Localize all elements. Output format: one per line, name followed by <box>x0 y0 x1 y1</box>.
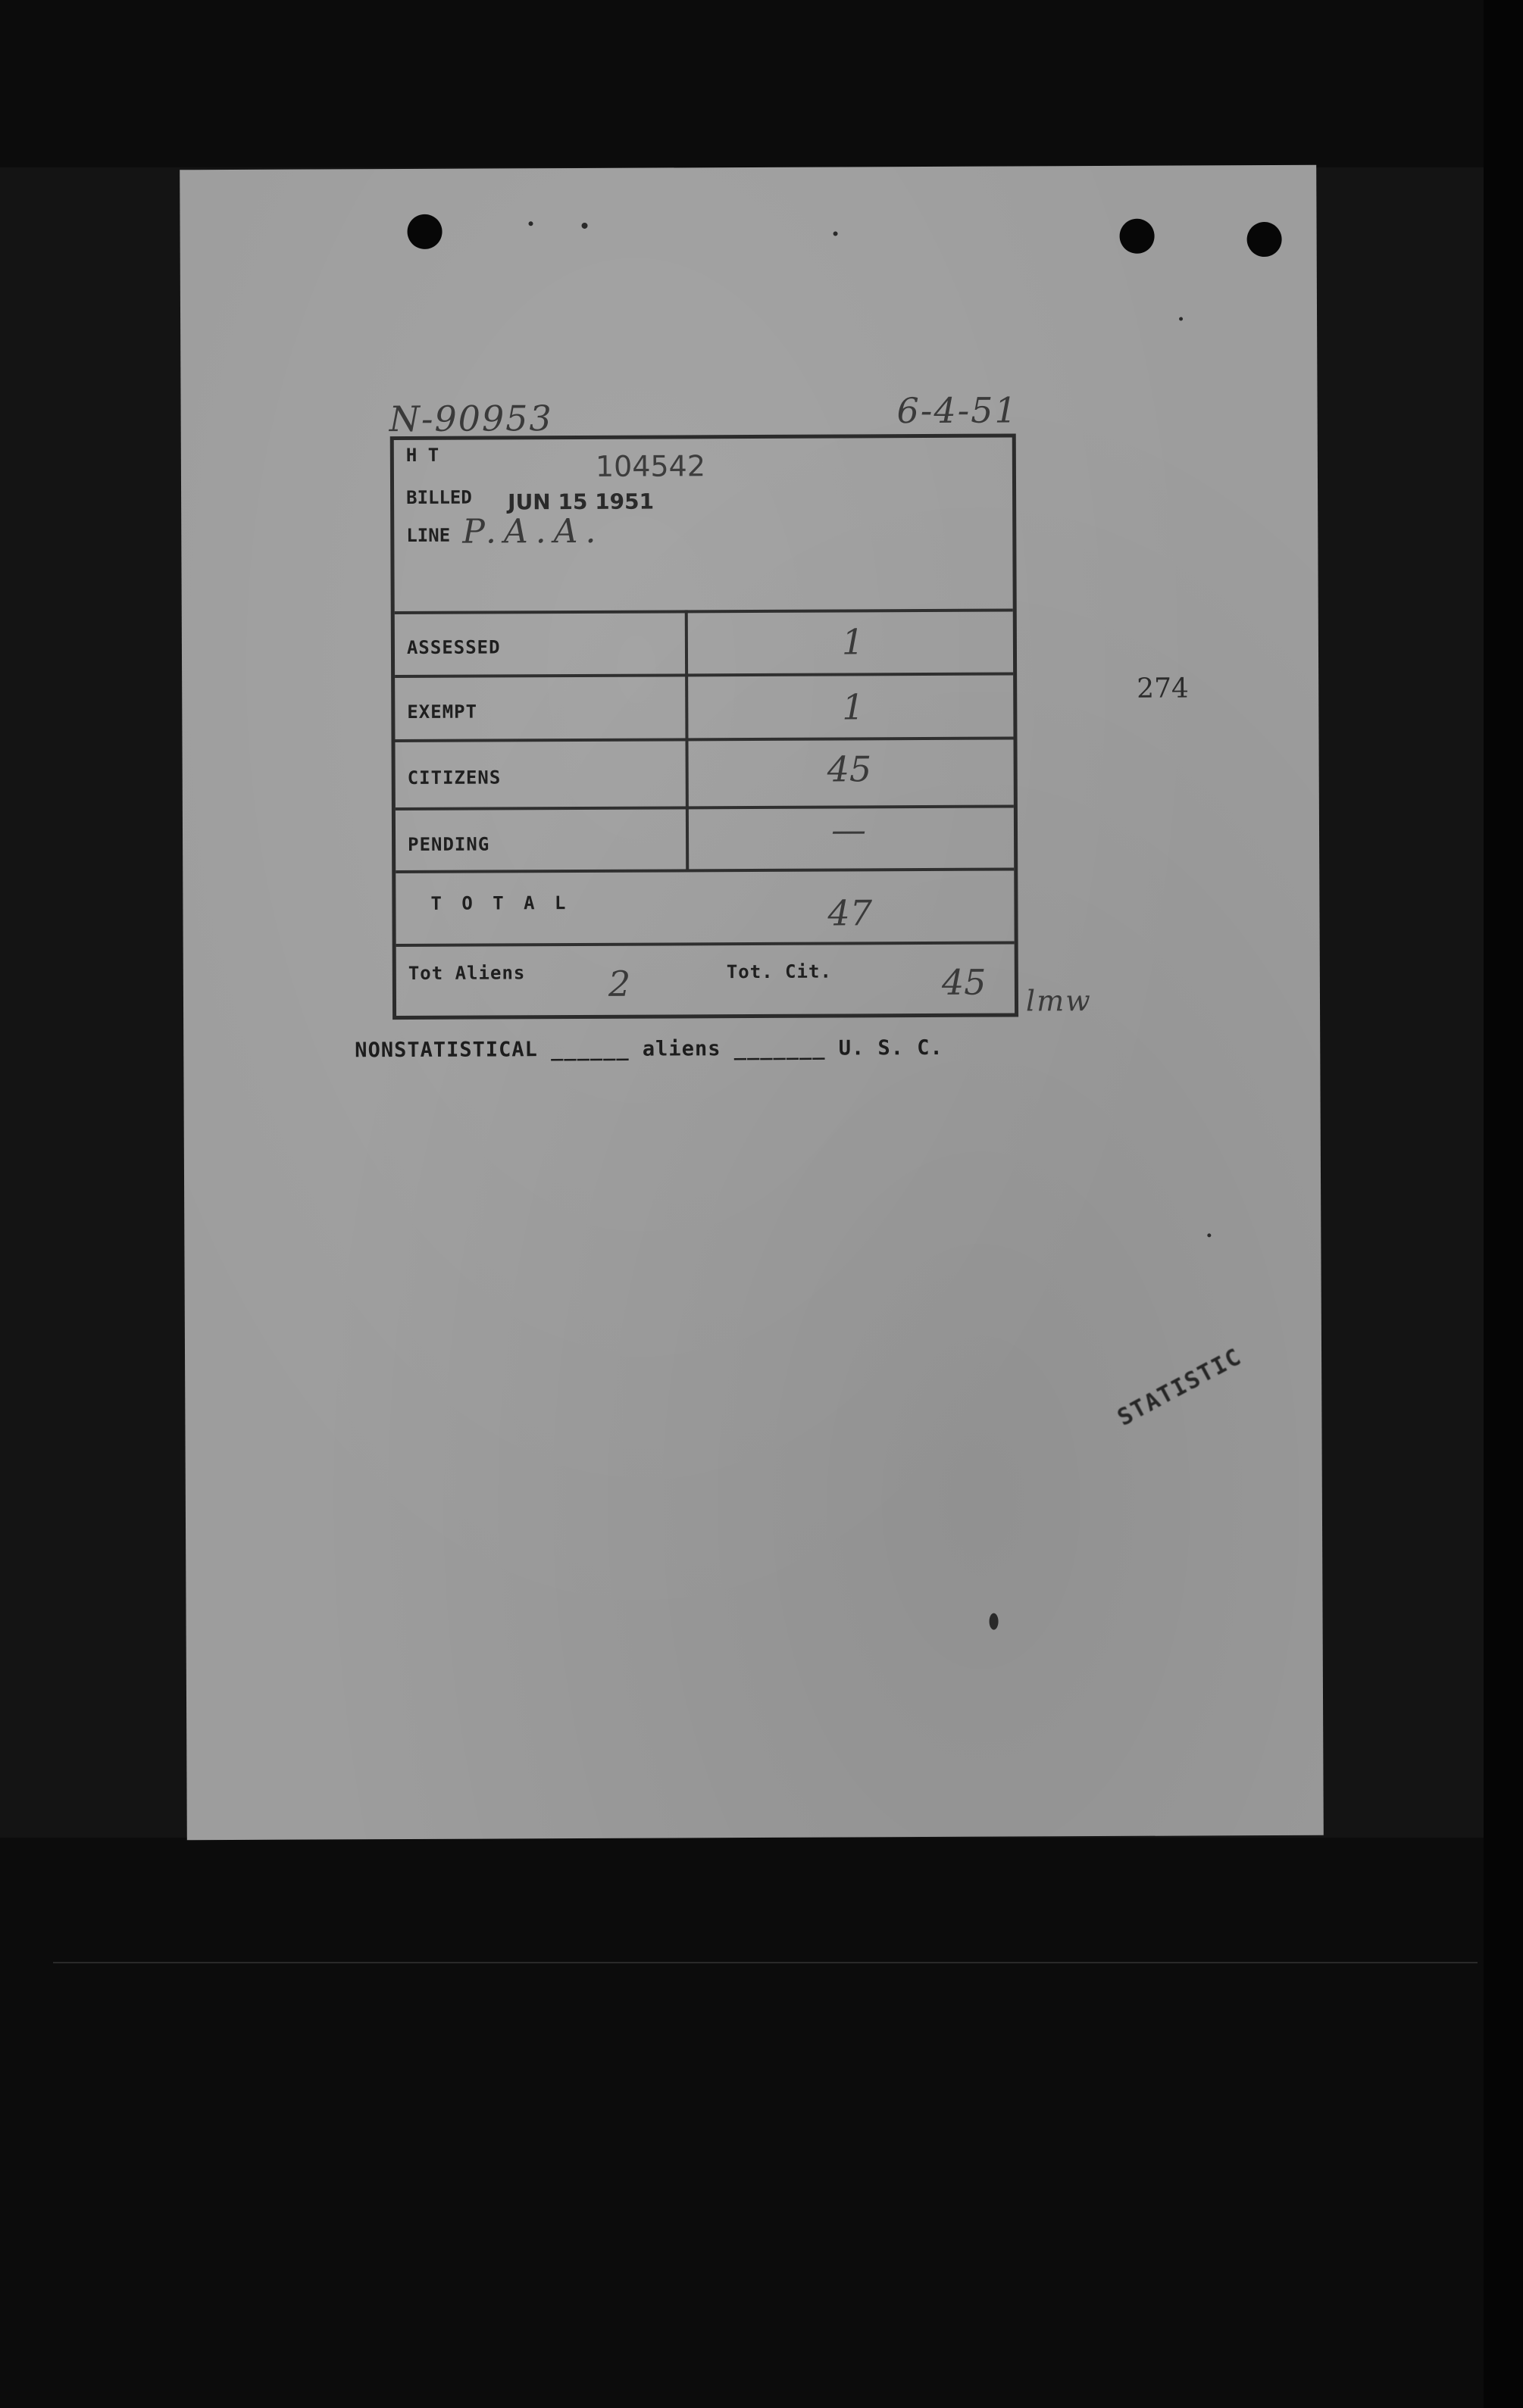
punch-hole-left <box>407 214 442 249</box>
billed-date-stamp: JUN 15 1951 <box>508 489 655 515</box>
form-column-divider <box>685 610 690 870</box>
speck <box>1207 1233 1211 1237</box>
form-rule <box>395 736 1013 742</box>
tally-form <box>390 433 1018 1020</box>
film-bottom-band <box>0 1838 1523 2408</box>
citizens-label: CITIZENS <box>407 767 502 789</box>
pending-value: — <box>830 809 867 851</box>
header-left-handwritten: N-90953 <box>389 398 553 440</box>
header-right-handwritten: 6-4-51 <box>896 389 1018 432</box>
form-rule <box>396 804 1014 810</box>
form-rule <box>396 867 1014 873</box>
exempt-label: EXEMPT <box>407 701 478 723</box>
total-label: T O T A L <box>430 892 571 914</box>
initials-handwritten: lmw <box>1025 984 1092 1018</box>
film-edge <box>1484 0 1523 2408</box>
speck <box>1179 317 1183 321</box>
total-value: 47 <box>827 892 873 934</box>
exempt-value: 1 <box>842 686 865 728</box>
pending-label: PENDING <box>408 833 490 855</box>
film-top-band <box>0 0 1523 167</box>
speck <box>528 221 533 226</box>
speck <box>582 223 588 229</box>
ht-number: 104542 <box>595 449 706 483</box>
ht-label: H T <box>405 444 439 466</box>
page-number: 274 <box>1137 673 1190 704</box>
document-sheet <box>180 165 1324 1841</box>
line-value-handwritten: P.A.A. <box>462 511 604 551</box>
statistic-stamp: STATISTIC <box>1113 1343 1246 1432</box>
form-rule <box>396 941 1015 947</box>
tot-aliens-value: 2 <box>608 963 631 1004</box>
tot-aliens-label: Tot Aliens <box>408 962 526 984</box>
form-rule <box>395 608 1013 614</box>
film-frame-line <box>53 1962 1478 1963</box>
tot-cit-value: 45 <box>941 961 987 1003</box>
tot-cit-label: Tot. Cit. <box>726 960 832 983</box>
assessed-label: ASSESSED <box>406 636 501 658</box>
punch-hole-right <box>1247 222 1282 257</box>
speck <box>833 231 838 236</box>
punch-hole-middle <box>1119 219 1154 254</box>
speck <box>990 1613 999 1630</box>
nonstatistical-line: NONSTATISTICAL ______ aliens _______ U. S. C. <box>355 1035 943 1063</box>
assessed-value: 1 <box>841 621 865 663</box>
corner-stamp-smudge <box>240 207 377 261</box>
citizens-value: 45 <box>827 748 872 790</box>
billed-label: BILLED <box>406 486 472 508</box>
line-label: LINE <box>406 524 451 546</box>
form-rule <box>395 672 1013 678</box>
